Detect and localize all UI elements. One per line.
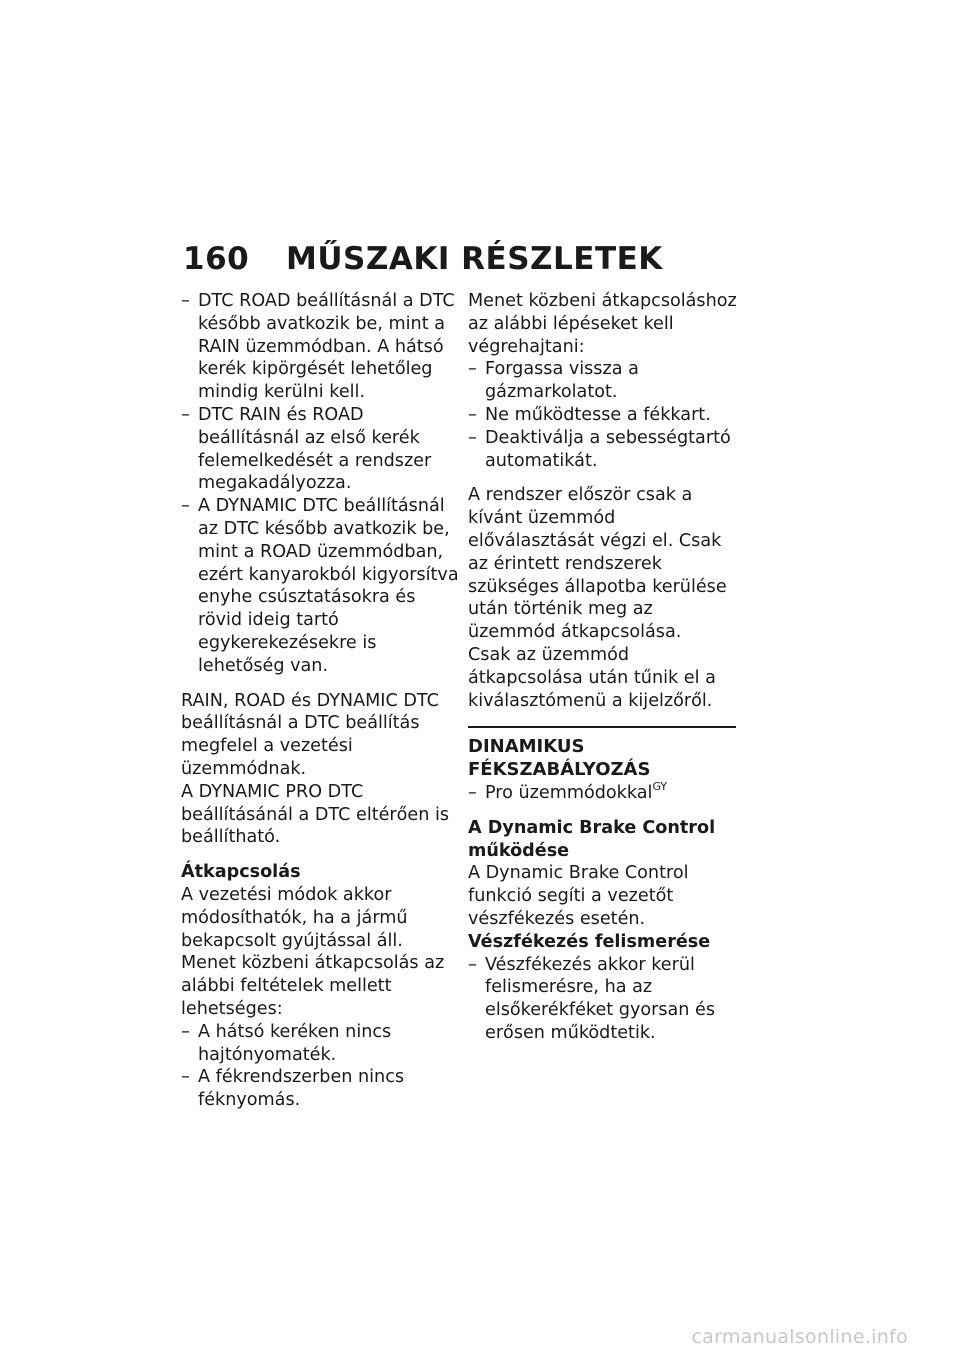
paragraph: A DYNAMIC PRO DTC beállításánál a DTC eltérően is beállítható. [181, 781, 450, 848]
list-item: – Ne működtesse a fékkart. [468, 404, 740, 427]
section-divider [468, 726, 736, 728]
list-item [468, 779, 740, 805]
heading-switching: Átkapcsolás [181, 862, 301, 883]
switch-conditions-list [181, 1021, 459, 1112]
list-item: – DTC ROAD beállításnál a DTC később avatkozik be, mint a RAIN üzemmódban. A hátsó kerék kipörgését lehetőleg mindig kerülni kell. [181, 290, 459, 404]
list-item: – A fékrendszerben nincs féknyomás. [181, 1066, 459, 1112]
right-column [468, 290, 740, 1045]
detection-list [468, 954, 740, 1045]
paragraph: A vezetési módok akkor módosíthatók, ha a jármű bekapcsolt gyújtással áll. Menet közbeni átkapcsolás az alábbi feltételek mellett lehetséges: [181, 884, 445, 1019]
list-item: – A DYNAMIC DTC beállításnál az DTC később avatkozik be, mint a ROAD üzemmódban, ezért kanyarokból kigyorsítva enyhe csúsztatásokra és rövid ideig tartó egykerekezésekre is lehetőség van. [181, 495, 459, 677]
pro-mode-list [468, 779, 740, 805]
heading-emergency-detection: Vészfékezés felismerése [468, 931, 711, 952]
left-column [181, 290, 459, 1112]
dtc-settings-list [181, 290, 459, 678]
paragraph: A rendszer először csak a kívánt üzemmód előválasztását végzi el. Csak az érintett rendszerek szükséges állapotba kerülése után történik meg az üzemmód átkapcsolása. [468, 485, 727, 643]
pro-mode-text: Pro üzemmódokkal [485, 782, 653, 803]
paragraph: RAIN, ROAD és DYNAMIC DTC beállításnál a DTC beállítás megfelel a vezetési üzemmódnak. [181, 690, 439, 779]
paragraph: Menet közbeni átkapcsoláshoz az alábbi lépéseket kell végrehajtani: [468, 291, 737, 357]
switch-steps-list [468, 358, 740, 472]
heading-dbc: A Dynamic Brake Control működése [468, 817, 716, 861]
chapter-title: MŰSZAKI RÉSZLETEK [286, 241, 663, 277]
paragraph: Csak az üzemmód átkapcsolása után tűnik el a kiválasztómenü a kijelzőről. [468, 644, 716, 711]
page-number: 160 [183, 241, 250, 277]
watermark: carmanualsonline.info [691, 1326, 908, 1348]
list-item: – Vészfékezés akkor kerül felismerésre, ha az elsőkerékféket gyorsan és erősen működtetik. [468, 954, 740, 1045]
list-item: – DTC RAIN és ROAD beállításnál az első kerék felemelkedését a rendszer megakadályozza. [181, 404, 459, 495]
section-title: DINAMIKUS FÉKSZABÁLYOZÁS [468, 736, 651, 781]
list-item: – Deaktiválja a sebességtartó automatikát. [468, 427, 740, 473]
paragraph: A Dynamic Brake Control funkció segíti a vezetőt vészfékezés esetén. [468, 863, 689, 929]
list-item: – Forgassa vissza a gázmarkolatot. [468, 358, 740, 404]
page-header [183, 241, 663, 277]
equipment-code: GY [652, 779, 668, 793]
list-item: – A hátsó keréken nincs hajtónyomaték. [181, 1021, 459, 1067]
